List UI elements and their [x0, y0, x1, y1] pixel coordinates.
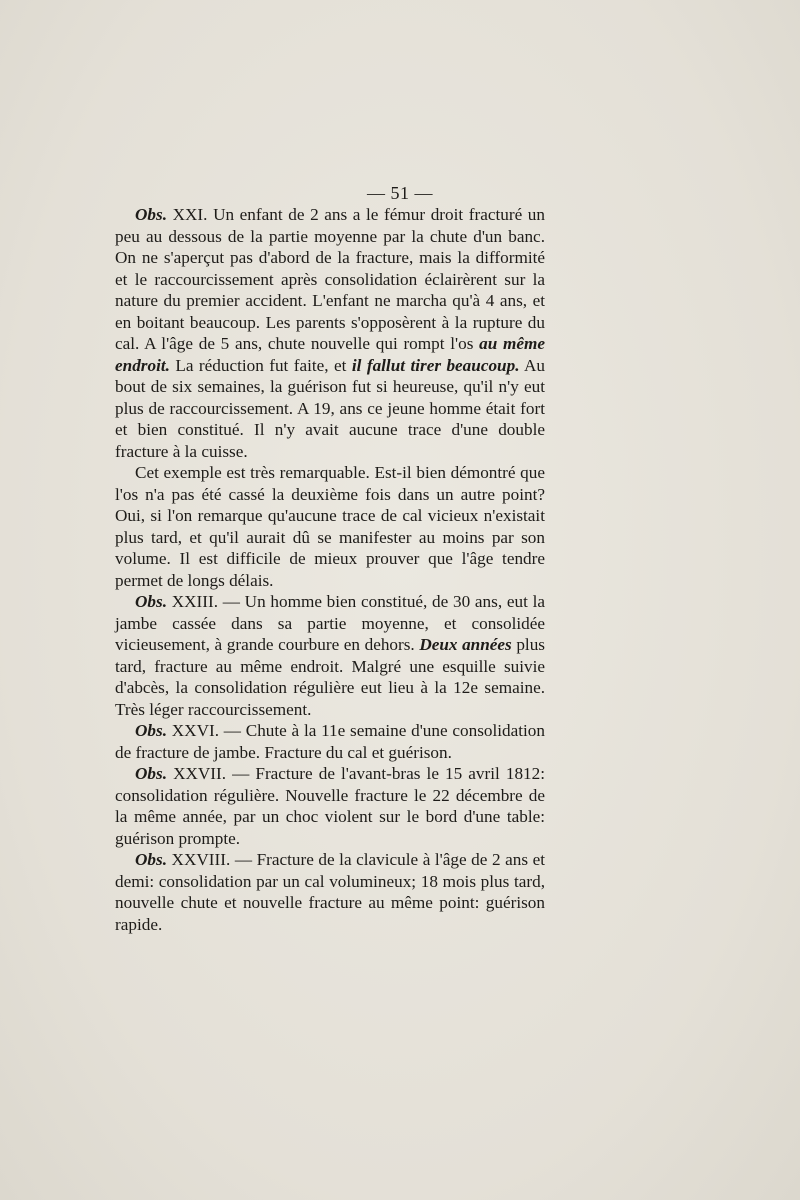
- emphasized-text: Deux années: [419, 635, 512, 654]
- observation-label: Obs.: [135, 764, 167, 783]
- emphasized-text: il fallut tirer beaucoup.: [351, 355, 520, 375]
- paragraph: [115, 204, 545, 462]
- body-text: [115, 204, 545, 935]
- text-run: XXVIII. — Fracture de la clavicule à l'âge de 2 ans et demi: consolidation par un cal volumineux; 18 mois plus tard, nouvelle chute et nouvelle fracture au même point: guérison rapide.: [115, 850, 545, 934]
- paragraph: [115, 720, 545, 763]
- text-run: XXI. Un enfant de 2 ans a le fémur droit fracturé un peu au dessous de la partie moyenne par la chute d'un banc. On ne s'aperçut pas d'abord de la fracture, mais la difformité et le raccourcissement après consolidation éclairèrent sur la nature du premier accident. L'enfant ne marcha qu'à 4 ans, et en boitant beaucoup. Les parents s'opposèrent à la rupture du cal. A l'âge de 5 ans, chute nouvelle qui rompt l'os: [115, 205, 545, 353]
- observation-label: Obs.: [135, 850, 167, 869]
- paragraph: [115, 462, 545, 591]
- paragraph: [115, 591, 545, 720]
- text-run: Cet exemple est très remarquable. Est-il bien démontré que l'os n'a pas été cassé la deuxième fois dans un autre point? Oui, si l'on remarque qu'aucune trace de cal vicieux n'existait plus tard, et qu'il aurait dû se manifester au moins par son volume. Il est difficile de mieux prouver que l'âge tendre permet de longs délais.: [115, 463, 545, 590]
- text-run: XXVII. — Fracture de l'avant-bras le 15 avril 1812: consolidation régulière. Nouvelle fracture le 22 décembre de la même année, par un choc violent sur le bord d'une table: guérison prompte.: [115, 764, 545, 848]
- text-run: XXIII. — Un homme bien constitué, de 30 ans, eut la jambe cassée dans sa partie moyenne, et consolidée vicieusement, à grande courbure en dehors.: [115, 592, 545, 654]
- text-run: XXVI. — Chute à la 11e semaine d'une consolidation de fracture de jambe. Fracture du cal et guérison.: [115, 721, 545, 762]
- paragraph: [115, 849, 545, 935]
- text-run: Au bout de six semaines, la guérison fut si heureuse, qu'il n'y eut plus de raccourcissement. A 19, ans ce jeune homme était fort et bien constitué. Il n'y avait aucune trace d'une double fracture à la cuisse.: [115, 355, 546, 461]
- observation-label: Obs.: [135, 205, 167, 224]
- text-run: plus tard, fracture au même endroit. Malgré une esquille suivie d'abcès, la consolidation régulière eut lieu à la 12e semaine. Très léger raccourcissement.: [115, 635, 545, 719]
- page-number: — 51 —: [367, 183, 433, 203]
- paragraph: [115, 763, 545, 849]
- text-run: La réduction fut faite, et: [169, 355, 352, 375]
- observation-label: Obs.: [135, 592, 167, 611]
- observation-label: Obs.: [135, 721, 167, 740]
- emphasized-text: au même endroit.: [115, 334, 545, 375]
